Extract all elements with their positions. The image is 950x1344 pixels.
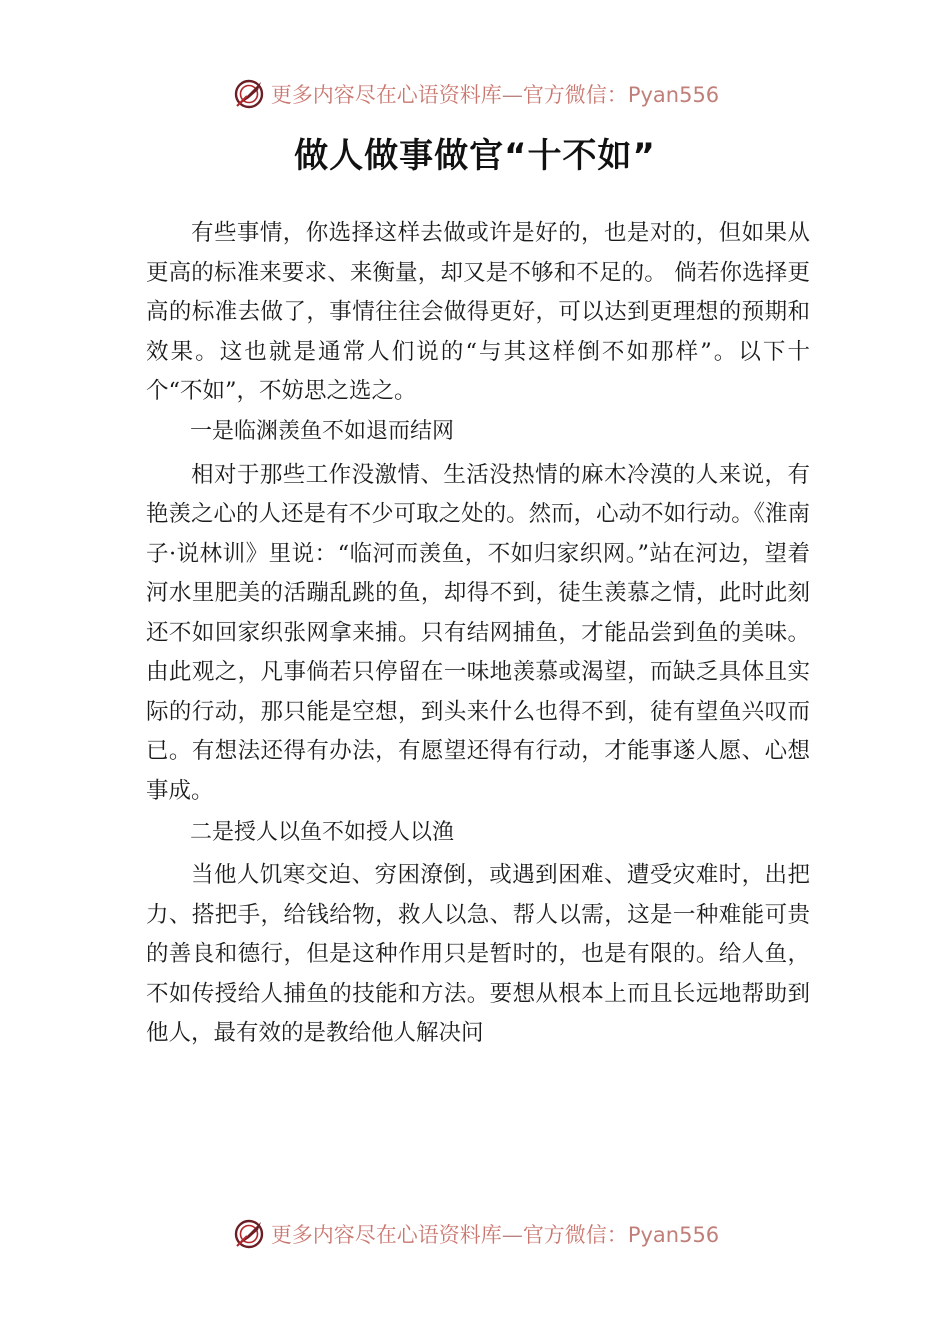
banner-label: 官方微信： (522, 83, 628, 107)
banner-label: 官方微信： (522, 1223, 628, 1247)
section-heading-1: 一是临渊羡鱼不如退而结网 (190, 418, 455, 444)
banner-dash: — (501, 83, 523, 107)
banner-main: 更多内容尽在心语资料库 (270, 1223, 502, 1247)
quill-pen-logo-icon (231, 1216, 267, 1252)
quill-pen-logo-icon (231, 76, 267, 112)
banner-text (271, 79, 719, 109)
header-banner (0, 72, 950, 116)
paragraph-section-1: 相对于那些工作没激情、生活没热情的麻木冷漠的人来说，有艳羡之心的人还是有不少可取之处的。然而，心动不如行动。《淮南子·说林训》里说：“临河而羡鱼，不如归家织网。”站在河边，望着河水里肥美的活蹦乱跳的鱼，却得不到，徒生羡慕之情，此时此刻还不如回家织张网拿来捕。只有结网捕鱼，才能品尝到鱼的美味。由此观之，凡事倘若只停留在一味地羡慕或渴望，而缺乏具体且实际的行动，那只能是空想，到头来什么也得不到，徒有望鱼兴叹而已。有想法还得有办法，有愿望还得有行动，才能事遂人愿、心想事成。 (146, 461, 810, 804)
banner-text (271, 1219, 719, 1249)
document-body (146, 214, 810, 1054)
document-title: 做人做事做官“十不如” (294, 136, 656, 176)
banner-wechat-id: Pyan556 (627, 1223, 720, 1247)
paragraph-section-2: 当他人饥寒交迫、穷困潦倒，或遇到困难、遭受灾难时，出把力、搭把手，给钱给物，救人以急、帮人以需，这是一种难能可贵的善良和德行，但是这种作用只是暂时的，也是有限的。给人鱼，不如传授给人捕鱼的技能和方法。要想从根本上而且长远地帮助到他人，最有效的是教给他人解决问 (146, 862, 810, 1046)
banner-wechat-id: Pyan556 (627, 83, 720, 107)
section-heading-2: 二是授人以鱼不如授人以渔 (190, 820, 455, 845)
paragraph-intro: 有些事情，你选择这样去做或许是好的，也是对的，但如果从更高的标准来要求、来衡量，却又是不够和不足的。 倘若你选择更高的标准去做了，事情往往会做得更好，可以达到更理想的预期和效果。这也就是通常人们说的“与其这样倒不如那样”。以下十个“不如”，不妨思之选之。 (146, 220, 810, 404)
banner-dash: — (501, 1223, 523, 1247)
footer-banner (0, 1212, 950, 1256)
banner-main: 更多内容尽在心语资料库 (270, 83, 502, 107)
